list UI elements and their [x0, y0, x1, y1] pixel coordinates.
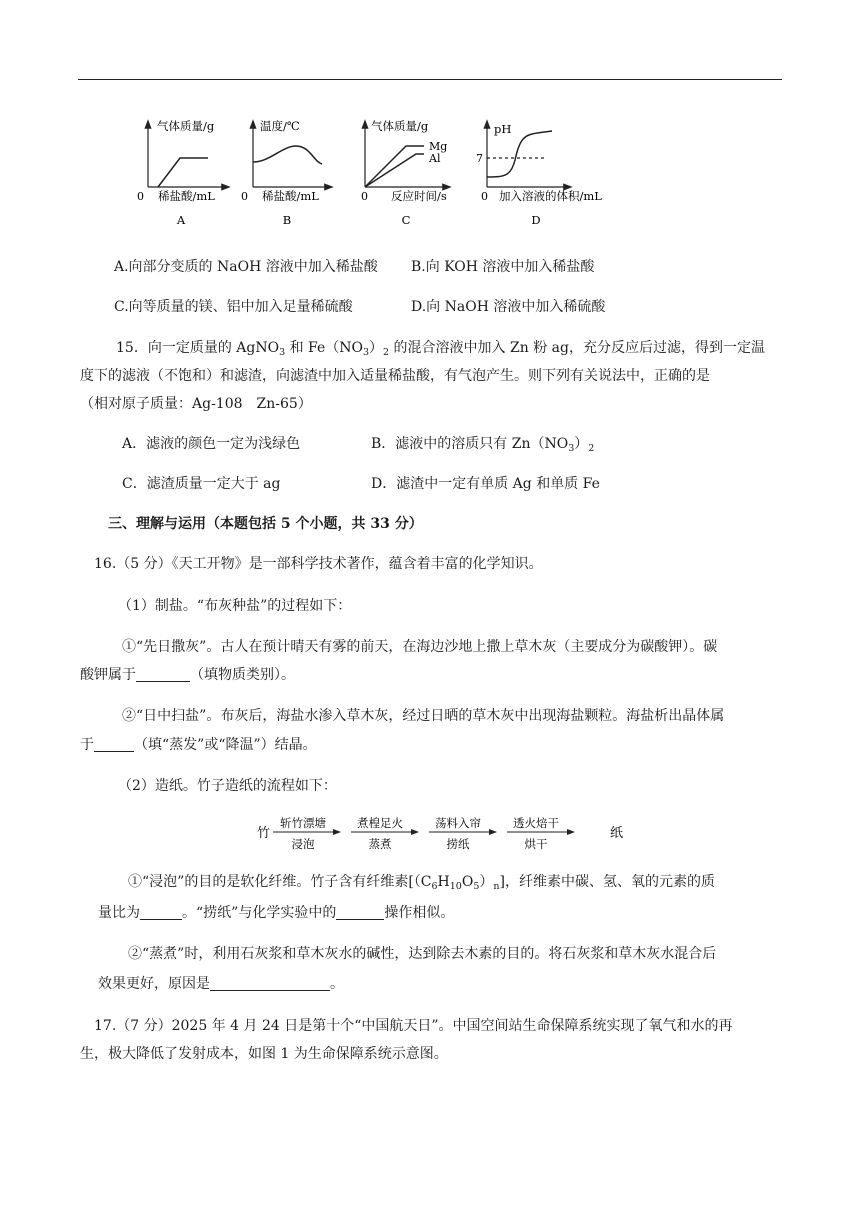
graph-b-curve: [253, 146, 322, 164]
q16-step-2-line-2: [80, 735, 317, 755]
q16-t1a-s2: 10: [449, 881, 462, 892]
flow-step-3-top: 荡料入帘: [435, 816, 481, 830]
flow-step-2: [351, 816, 417, 851]
q15-option-b-s2: 2: [588, 443, 595, 454]
q15-option-b-b: ）: [574, 436, 589, 452]
graph-c-legend-mg: Mg: [429, 140, 448, 153]
q14-graphs: [0, 110, 860, 250]
graph-d-curve: [487, 131, 552, 177]
graph-d: [476, 122, 602, 227]
graph-d-ylabel: pH: [494, 122, 512, 136]
q15-option-c: C．滤渣质量一定大于 ag: [122, 476, 281, 492]
flow-step-1-top: 斩竹漂塘: [280, 816, 326, 830]
q15-stem-line-1: [116, 338, 765, 358]
q16-task-1-line-1: [128, 872, 715, 892]
answer-blank-2[interactable]: [94, 737, 134, 752]
q16-part-1: （1）制盐。“布灰种盐”的过程如下：: [118, 598, 352, 614]
q14-option-a: A.向部分变质的 NaOH 溶液中加入稀盐酸: [114, 259, 378, 275]
q16-task-1-line-2: [98, 903, 454, 923]
q15-option-b-s1: 3: [568, 443, 575, 454]
graph-c-al-line: [365, 154, 424, 187]
q16-task-2-line-2: [98, 974, 344, 994]
graph-b-ylabel: 温度/℃: [260, 119, 300, 133]
graph-a: [137, 119, 226, 227]
flow-end: 纸: [610, 826, 624, 841]
flow-step-3: [429, 816, 495, 851]
flow-step-2-bottom: 蒸煮: [368, 837, 392, 851]
graph-d-mark7: 7: [476, 152, 483, 165]
graph-b-origin: 0: [241, 190, 248, 203]
graph-b-xlabel: 稀盐酸/mL: [262, 189, 319, 203]
graph-a-ylabel: 气体质量/g: [157, 119, 215, 133]
section-3-heading: 三、理解与运用（本题包括 5 个小题，共 33 分）: [108, 516, 423, 532]
paper-making-flow: [255, 813, 655, 855]
q16-s2b-post: （填“蒸发”或“降温”）结晶。: [134, 737, 317, 753]
q16-s2b-pre: 于: [80, 737, 94, 753]
flow-step-4-top: 透火焙干: [513, 816, 559, 830]
flow-step-3-bottom: 捞纸: [446, 837, 470, 851]
q15-stem-line-2: 度下的滤液（不饱和）和滤渣，向滤渣中加入适量稀盐酸，有气泡产生。则下列有关说法中，正确的是: [80, 368, 710, 384]
graph-c-origin: 0: [361, 190, 368, 203]
graph-c-legend-al: Al: [429, 152, 441, 165]
q16-t1b-mid: 。“捞纸”与化学实验中的: [182, 905, 337, 921]
q16-t1a-s4: n: [493, 881, 500, 892]
graph-c-letter: C: [401, 213, 411, 227]
answer-blank-4[interactable]: [336, 905, 384, 920]
flow-step-2-top: 煮楻足火: [357, 816, 403, 830]
q16-t1b-post: 操作相似。: [384, 905, 455, 921]
q15-l1s3: 2: [383, 347, 390, 358]
flow-step-1-bottom: 浸泡: [291, 837, 315, 851]
q15-stem-line-3: （相对原子质量：Ag-108 Zn-65）: [80, 396, 312, 412]
q15-l1b: 和 Fe（NO: [285, 340, 363, 356]
q15-l1a: 15．向一定质量的 AgNO: [116, 340, 280, 356]
answer-blank-1[interactable]: [136, 667, 190, 682]
q15-option-b-a: B．滤液中的溶质只有 Zn（NO: [371, 436, 569, 452]
graph-a-origin: 0: [137, 190, 144, 203]
flow-start: 竹: [257, 826, 271, 841]
header-rule: [78, 79, 782, 80]
q16-t2b-pre: 效果更好，原因是: [98, 976, 210, 992]
q16-step-2-line-1: ②“日中扫盐”。布灰后，海盐水渗入草木灰，经过日晒的草木灰中出现海盐颗粒。海盐析出晶体属: [122, 708, 725, 724]
q16-t1a-m2: O: [461, 874, 474, 890]
graph-b-letter: B: [282, 213, 292, 227]
graph-c-ylabel: 气体质量/g: [371, 119, 429, 133]
q16-t1b-pre: 量比为: [98, 905, 140, 921]
flow-step-4-bottom: 烘干: [524, 837, 548, 851]
q16-t1a-m1: H: [437, 874, 450, 890]
q16-part-2: （2）造纸。竹子造纸的流程如下：: [118, 778, 337, 794]
q16-t1a-m3: ）: [479, 874, 494, 890]
q16-step-1-line-1: ①“先日撒灰”。古人在预计晴天有雾的前天，在海边沙地上撒上草木灰（主要成分为碳酸钾）。碳: [122, 639, 718, 655]
q15-option-d: D．滤渣中一定有单质 Ag 和单质 Fe: [371, 476, 600, 492]
graph-c: [361, 119, 447, 227]
q15-l1s1: 3: [279, 347, 286, 358]
q15-l1d: 的混合溶液中加入 Zn 粉 ag，充分反应后过滤，得到一定温: [389, 340, 765, 356]
q15-l1c: ）: [369, 340, 384, 356]
graph-a-letter: A: [176, 213, 186, 227]
flow-step-1: [273, 816, 339, 851]
flow-step-4: [507, 816, 573, 851]
q15-option-b: [371, 434, 594, 454]
q16-task-2-line-1: ②“蒸煮”时，利用石灰浆和草木灰水的碱性，达到除去木素的目的。将石灰浆和草木灰水混合后: [128, 946, 717, 962]
q16-t1a-s1: 6: [431, 881, 438, 892]
q14-option-c: C.向等质量的镁、铝中加入足量稀硫酸: [114, 299, 353, 315]
q16-s1b-post: （填物质类别）。: [190, 667, 295, 683]
q16-t1a-s3: 5: [473, 881, 480, 892]
answer-blank-3[interactable]: [140, 905, 182, 920]
graph-d-letter: D: [531, 213, 541, 227]
q16-t1a-post: ]，纤维素中碳、氢、氧的元素的质: [499, 874, 715, 890]
q15-option-a: A．滤液的颜色一定为浅绿色: [122, 436, 301, 452]
graph-a-xlabel: 稀盐酸/mL: [158, 189, 215, 203]
q14-option-d: D.向 NaOH 溶液中加入稀硫酸: [411, 299, 606, 315]
q16-title: 16.（5 分）《天工开物》是一部科学技术著作，蕴含着丰富的化学知识。: [94, 556, 543, 572]
q15-l1s2: 3: [363, 347, 370, 358]
graph-a-curve: [158, 158, 208, 187]
q16-s1b-pre: 酸钾属于: [80, 667, 136, 683]
q17-stem-line-2: 生，极大降低了发射成本，如图 1 为生命保障系统示意图。: [80, 1046, 448, 1062]
q14-option-b: B.向 KOH 溶液中加入稀盐酸: [411, 259, 595, 275]
q16-t2b-post: 。: [330, 976, 344, 992]
q16-step-1-line-2: [80, 665, 295, 685]
graph-b: [241, 119, 329, 227]
graph-d-xlabel: 加入溶液的体积/mL: [499, 189, 602, 203]
graph-c-xlabel: 反应时间/s: [391, 189, 447, 203]
q17-stem-line-1: 17.（7 分）2025 年 4 月 24 日是第十个“中国航天日”。中国空间站生命保障系统实现了氧气和水的再: [94, 1018, 733, 1034]
q16-t1a-pre: ①“浸泡”的目的是软化纤维。竹子含有纤维素[（C: [128, 874, 432, 890]
graph-d-origin: 0: [481, 190, 488, 203]
answer-blank-5[interactable]: [210, 976, 330, 991]
